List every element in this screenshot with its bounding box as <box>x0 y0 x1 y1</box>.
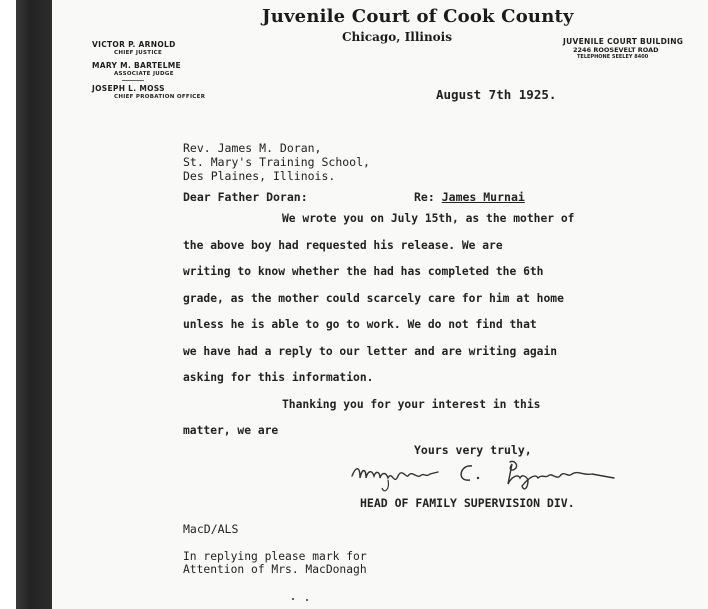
officials-list <box>92 40 205 101</box>
body-line: we have had a reply to our letter and are writing again <box>183 344 558 358</box>
subject-line <box>414 190 525 204</box>
scan-speck <box>292 598 294 600</box>
body-line: writing to know whether the had has completed the 6th <box>183 265 544 278</box>
body-line: asking for this information. <box>183 371 374 384</box>
signature-title: HEAD OF FAMILY SUPERVISION DIV. <box>360 496 575 510</box>
body-line: grade, as the mother could scarcely care for him at home <box>183 291 564 305</box>
closing: Yours very truly, <box>414 443 532 457</box>
address-line: Rev. James M. Doran, <box>183 141 322 155</box>
subject-name: James Murnai <box>441 190 525 204</box>
building-info <box>563 37 683 61</box>
court-city: Chicago, Illinois <box>342 30 452 44</box>
body-line: the above boy had requested his release. We are <box>183 238 503 252</box>
binding-strip <box>16 0 52 609</box>
official-name: MARY M. BARTELME <box>92 61 181 70</box>
official-name: VICTOR P. ARNOLD <box>92 40 176 49</box>
official-name: JOSEPH L. MOSS <box>92 84 165 93</box>
reply-line: In replying please mark for <box>183 550 367 563</box>
building-telephone: TELEPHONE SEELEY 8400 <box>577 54 649 60</box>
body-line: unless he is able to go to work. We do not find that <box>183 318 537 331</box>
reply-line: Attention of Mrs. MacDonagh <box>183 563 367 576</box>
typist-initials: MacD/ALS <box>183 522 239 536</box>
building-address: 2246 ROOSEVELT ROAD <box>573 46 659 54</box>
body-line: Thanking you for your interest in this <box>282 397 541 411</box>
court-title: Juvenile Court of Cook County <box>262 6 574 27</box>
letter-body <box>183 212 574 451</box>
official-role: CHIEF JUSTICE <box>114 50 163 56</box>
address-line: St. Mary's Training School, <box>183 155 370 169</box>
scan-margin <box>0 0 16 609</box>
body-line: We wrote you on July 15th, as the mother of <box>282 212 575 225</box>
subject-label: Re: <box>414 190 435 204</box>
reply-note <box>183 550 367 576</box>
building-name: JUVENILE COURT BUILDING <box>563 37 684 46</box>
letter-date: August 7th 1925. <box>436 87 557 102</box>
address-line: Des Plaines, Illinois. <box>183 169 336 183</box>
salutation: Dear Father Doran: <box>183 190 308 204</box>
recipient-address <box>183 141 370 183</box>
official-role: CHIEF PROBATION OFFICER <box>114 94 206 100</box>
divider <box>122 80 144 81</box>
official-role: ASSOCIATE JUDGE <box>114 71 174 77</box>
body-line: matter, we are <box>183 424 279 437</box>
handwritten-signature <box>348 456 620 496</box>
scan-speck <box>306 599 308 601</box>
